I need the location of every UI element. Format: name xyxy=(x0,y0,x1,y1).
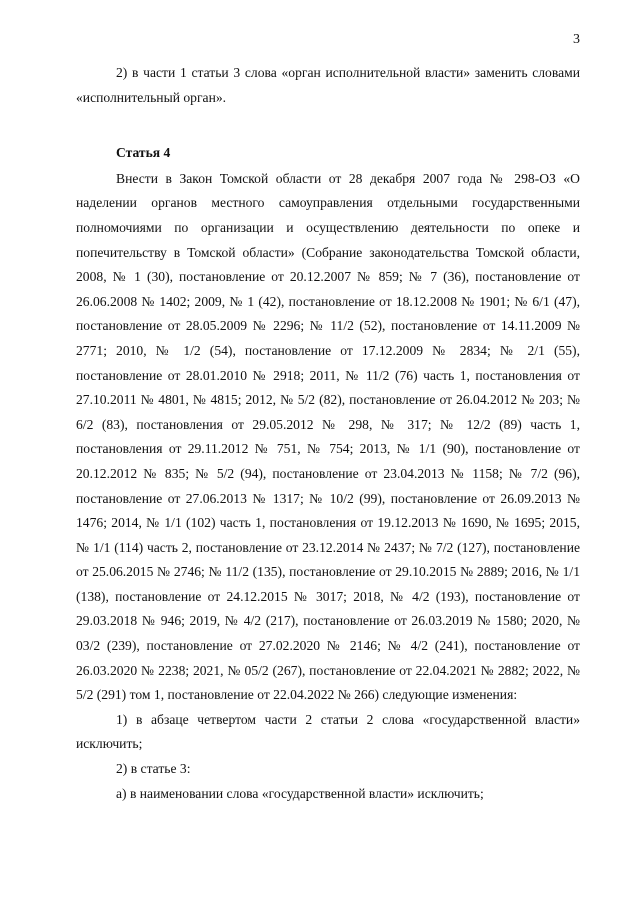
list-item: 1) в абзаце четвертом части 2 статьи 2 слова «государственной власти» исключить; xyxy=(76,711,580,752)
article-body: Внести в Закон Томской области от 28 декабря 2007 года № 298-ОЗ «О наделении органов местного самоуправления отдельными государственными полномочиями по организации и осуществлению деятельности по опеке и попечительству в Томской области» (Собрание законодательства Томской области, 2008, № 1 (30), постановление от 20.12.2007 № 859; № 7 (36), постановление от 26.06.2008 № 1402; 2009, № 1 (42), постановление от 18.12.2008 № 1901; № 6/1 (47), постановление от 28.05.2009 № 2296; № 11/2 (52), постановление от 14.11.2009 № 2771; 2010, № 1/2 (54), постановление от 17.12.2009 № 2834; № 2/1 (55), постановление от 28.01.2010 № 2918; 2011, № 11/2 (76) часть 1, постановления от 27.10.2011 № 4801, № 4815; 2012, № 5/2 (82), постановление от 26.04.2012 № 203; № 6/2 (83), постановления от 29.05.2012 № 298, № 317; № 12/2 (89) часть 1, постановления от 29.11.2012 № 751, № 754; 2013, № 1/1 (90), постановление от 20.12.2012 № 835; № 5/2 (94), постановление от 23.04.2013 № 1158; № 7/2 (96), постановление от 27.06.2013 № 1317; № 10/2 (99), постановление от 26.09.2013 № 1476; 2014, № 1/1 (102) часть 1, постановления от 19.12.2013 № 1690, № 1695; 2015, № 1/1 (114) часть 2, постановление от 23.12.2014 № 2437; № 7/2 (127), постановление от 25.06.2015 № 2746; № 11/2 (135), постановление от 29.10.2015 № 2889; 2016, № 1/1 (138), постановление от 24.12.2015 № 3017; 2018, № 4/2 (193), постановление от 29.03.2018 № 946; 2019, № 4/2 (217), постановление от 26.03.2019 № 1580; 2020, № 03/2 (239), постановление от 27.02.2020 № 2146; № 4/2 (241), постановление от 26.03.2020 № 2238; 2021, № 05/2 (267), постановление от 22.04.2021 № 2882; 2022, № 5/2 (291) том 1, постановление от 22.04.2022 № 266) следующие изменения: xyxy=(76,170,580,703)
list-item: 2) в статье 3: xyxy=(116,761,191,777)
document-body xyxy=(76,61,580,806)
paragraph-item-2-article-3: 2) в части 1 статьи 3 слова «орган исполнительной власти» заменить словами «исполнительный орган». xyxy=(76,65,580,105)
page-number: 3 xyxy=(573,32,580,47)
article-heading: Статья 4 xyxy=(116,145,171,161)
list-item: а) в наименовании слова «государственной власти» исключить; xyxy=(116,785,484,801)
